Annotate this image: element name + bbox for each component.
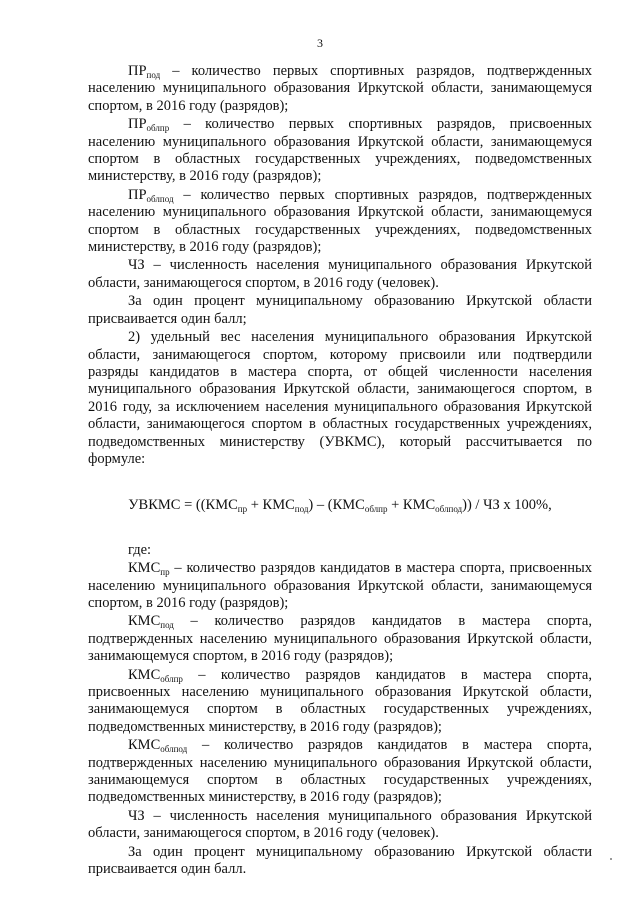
definition-pr-oblpod	[88, 187, 592, 257]
definition-text: – количество разрядов кандидатов в мастера спорта, присвоенных населению муниципального образования Иркутской области, занимающемуся спортом в областных государственных учреждениях, подведомственных министерству, в 2016 году (разрядов);	[88, 666, 592, 735]
page-number: 3	[317, 36, 323, 50]
definition-text: ЧЗ – численность населения муниципального образования Иркутской области, занимающегося спортом, в 2016 году (человек).	[88, 257, 592, 291]
symbol-subscript: облпр	[146, 123, 170, 134]
document-body	[88, 63, 592, 879]
definition-text: ЧЗ – численность населения муниципального образования Иркутской области, занимающегося спортом, в 2016 году (человек).	[88, 807, 592, 842]
formula-subscript: облпр	[364, 504, 388, 515]
symbol: ПР	[128, 116, 147, 133]
definition-pr-pod	[88, 63, 592, 115]
symbol-subscript: облпр	[160, 673, 183, 684]
formula-part: ) – (КМС	[308, 497, 365, 514]
definition-chz	[88, 257, 592, 292]
definition-kms-oblpod	[88, 737, 592, 807]
formula	[88, 497, 592, 514]
symbol-subscript: пр	[160, 567, 170, 578]
definition-text: – количество первых спортивных разрядов, присвоенных населению муниципального образования Иркутской области, занимающемуся спортом в областных государственных учреждениях, подведомственных министерству, в 2016 году (разрядов);	[88, 116, 592, 185]
symbol-subscript: облпод	[160, 744, 188, 755]
score-paragraph-2: За один процент муниципальному образованию Иркутской области присваивается один балл.	[88, 843, 592, 878]
definition-text: – количество разрядов кандидатов в мастера спорта, подтвержденных населению муниципального образования Иркутской области, занимающемуся спортом, в 2016 году (разрядов);	[88, 613, 592, 665]
definition-kms-oblpr	[88, 667, 592, 737]
definition-chz-2	[88, 808, 592, 843]
where-label: где:	[128, 541, 152, 558]
definition-text: – количество разрядов кандидатов в мастера спорта, подтвержденных населению муниципального образования Иркутской области, занимающемуся спортом в областных государственных учреждениях, подведомственных министерству, в 2016 году (разрядов);	[88, 737, 592, 806]
formula-part: УВКМС = ((КМС	[128, 497, 238, 514]
symbol-subscript: под	[160, 620, 174, 631]
symbol: КМС	[128, 737, 161, 754]
symbol-subscript: под	[146, 70, 161, 80]
formula-subscript: облпод	[435, 504, 463, 515]
formula-part: + КМС	[387, 497, 436, 514]
symbol: ПР	[128, 63, 147, 79]
definition-kms-pr	[88, 560, 592, 612]
definition-kms-pod	[88, 613, 592, 665]
scan-speck	[610, 858, 612, 860]
formula-part: )) / ЧЗ х 100%,	[462, 497, 552, 514]
definition-text: – количество первых спортивных разрядов, подтвержденных населению муниципального образования Иркутской области, занимающемуся спортом, в 2016 году (разрядов);	[88, 63, 592, 114]
symbol: ПР	[128, 186, 147, 203]
symbol: КМС	[128, 560, 161, 577]
symbol-subscript: облпод	[146, 193, 174, 204]
symbol: КМС	[128, 613, 161, 630]
symbol: КМС	[128, 666, 161, 683]
formula-part: + КМС	[247, 497, 295, 514]
definition-pr-oblpr	[88, 116, 592, 186]
item-2-paragraph: 2) удельный вес населения муниципального образования Иркутской области, занимающегося спортом, которому присвоили или подтвердили разряды кандидатов в мастера спорта, от общей численности населения муниципального образования Иркутской области, занимающегося спортом, в 2016 году, за исключением населения муниципального образования Иркутской области, занимающегося спортом в областных государственных учреждениях, подведомственных министерству (УВКМС), который рассчитывается по формуле:	[88, 329, 592, 467]
formula-subscript: пр	[237, 504, 248, 515]
score-paragraph: За один процент муниципальному образованию Иркутской области присваивается один балл;	[88, 293, 592, 327]
definition-text: – количество первых спортивных разрядов, подтвержденных населению муниципального образования Иркутской области, занимающемуся спортом в областных государственных учреждениях, подведомственных министерству, в 2016 году (разрядов);	[88, 186, 592, 256]
definition-text: – количество разрядов кандидатов в мастера спорта, присвоенных населению муниципального образования Иркутской области, занимающемуся спортом, в 2016 году (разрядов);	[88, 560, 592, 611]
formula-subscript: под	[294, 504, 309, 515]
